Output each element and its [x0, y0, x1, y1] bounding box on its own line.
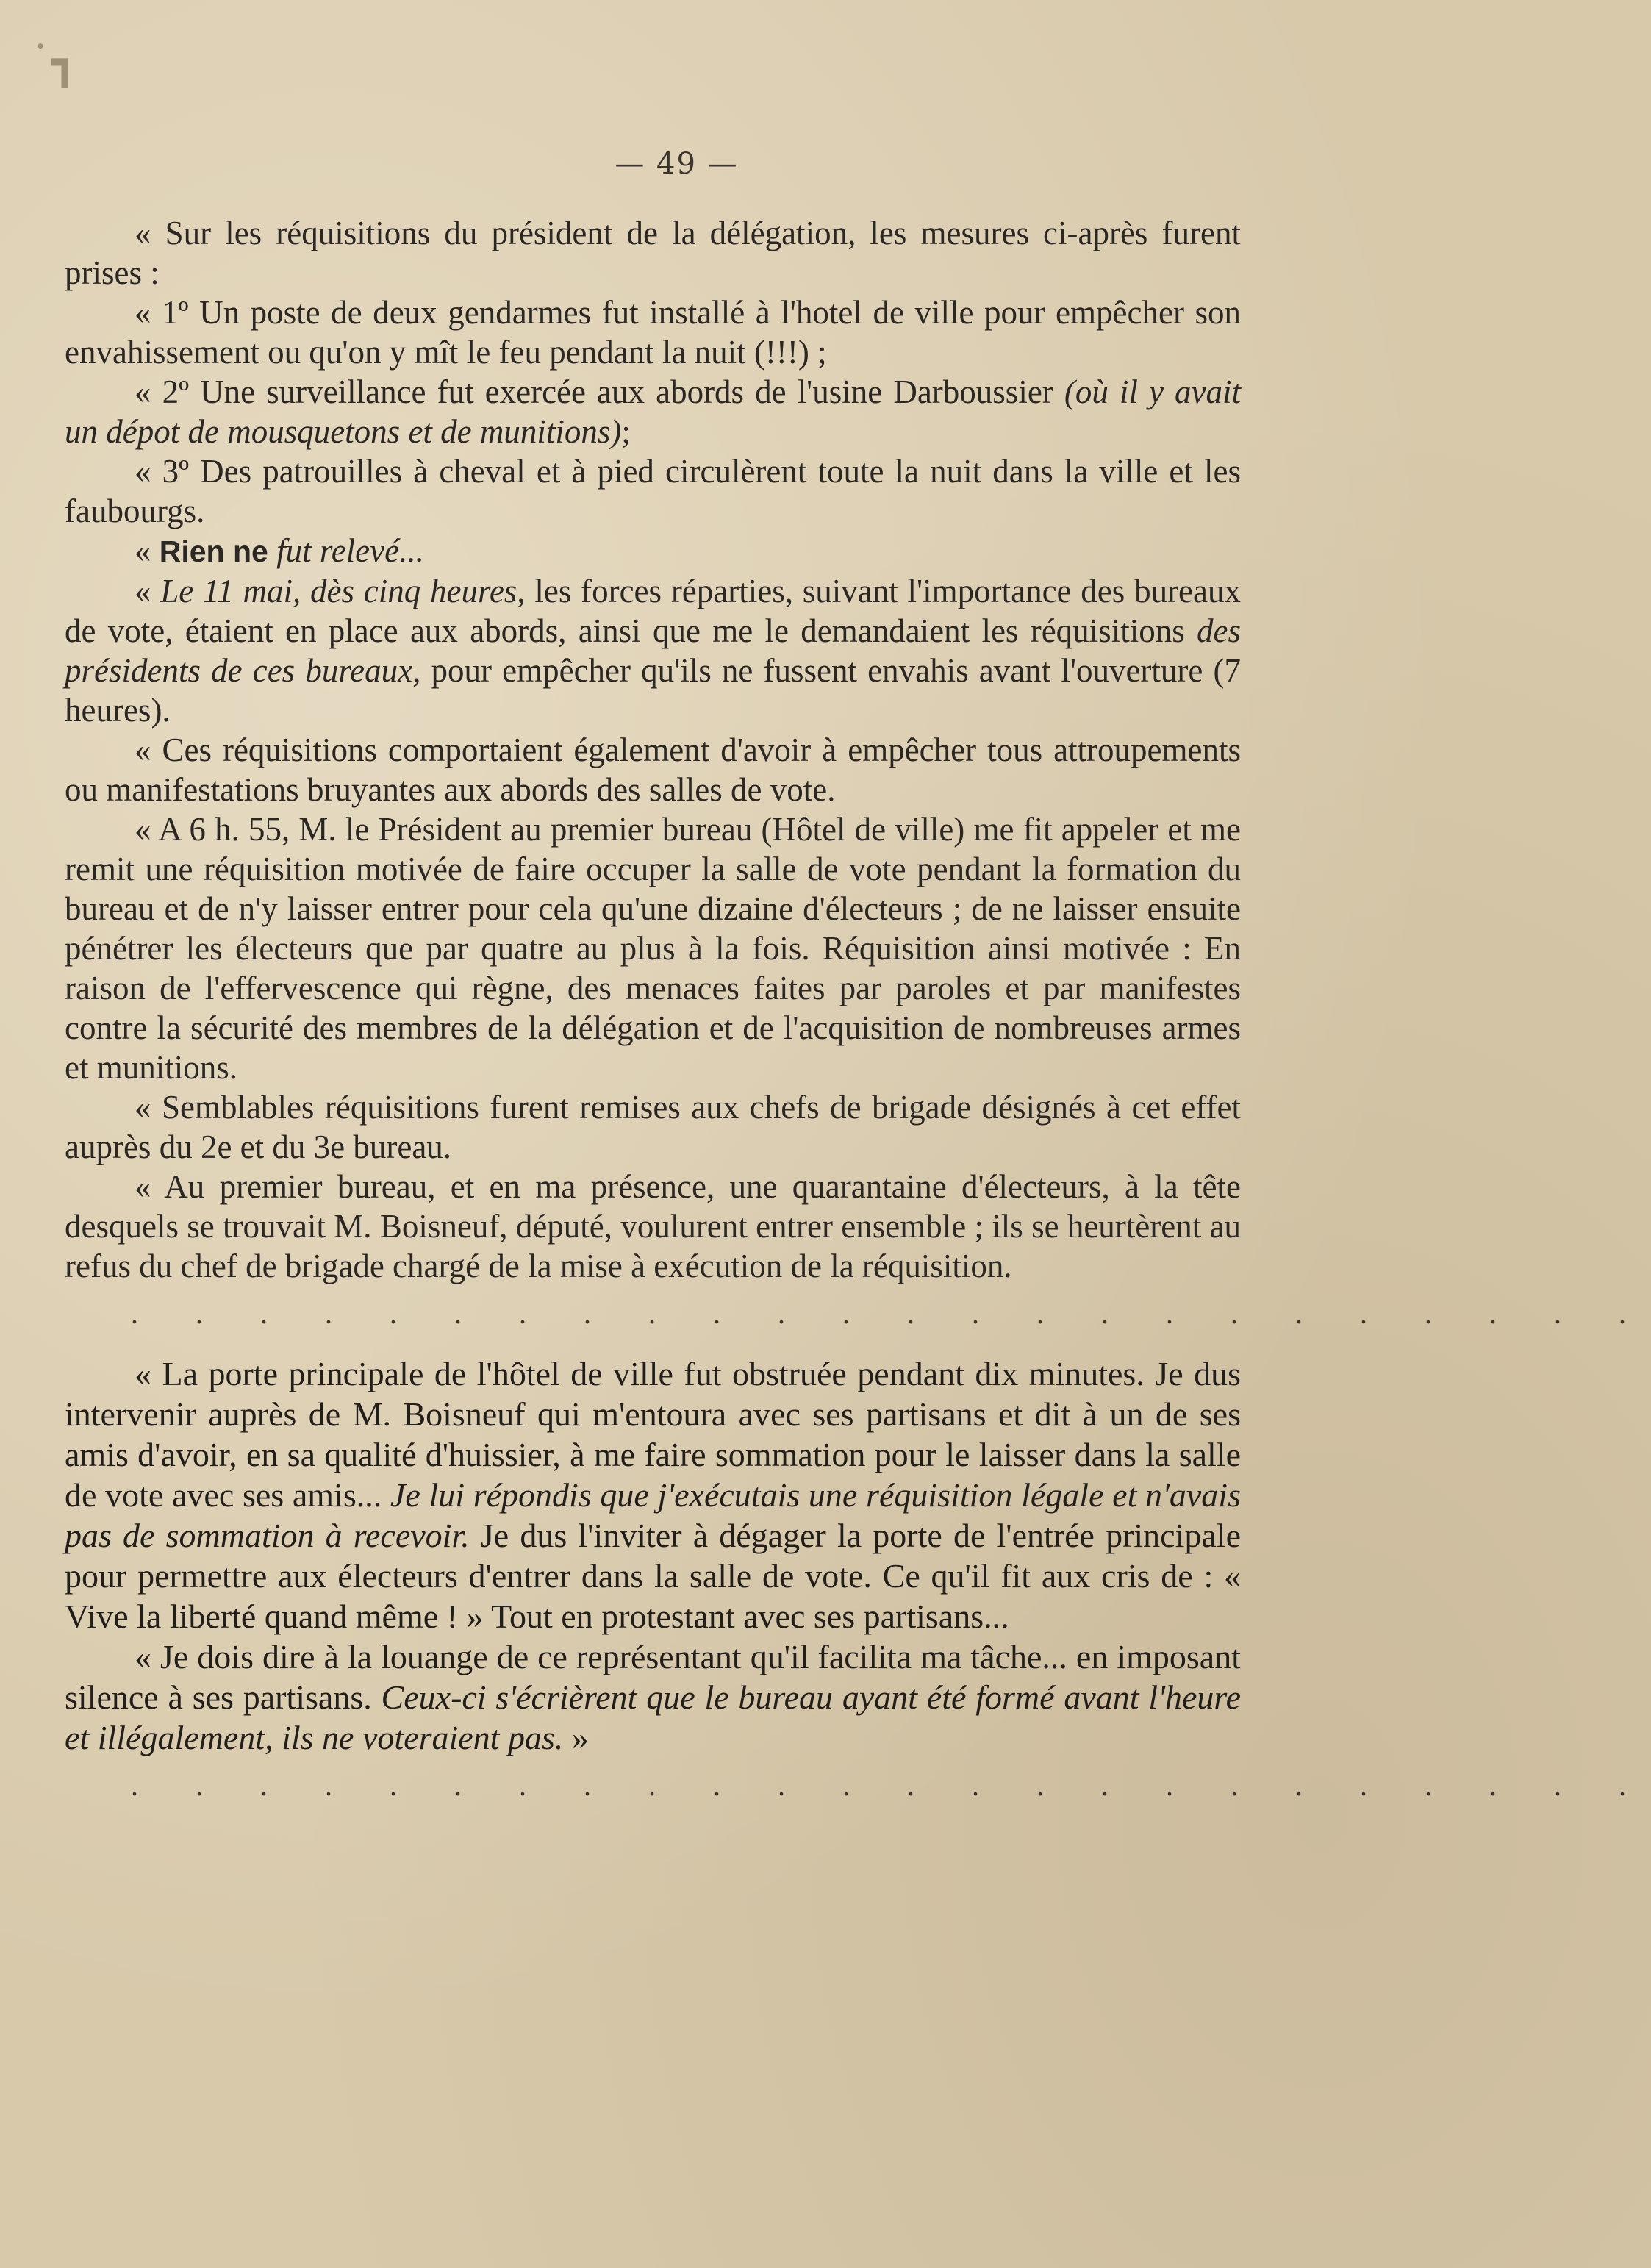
- ellipsis-separator: . . . . . . . . . . . . . . . . . . . . . . . .: [131, 1297, 1651, 1330]
- paragraph-requisitions-intro: « Sur les réquisitions du président de la délégation, les mesures ci-après furent prises :: [65, 215, 1241, 291]
- paragraph-gendarmes: « 1º Un poste de deux gendarmes fut installé à l'hotel de ville pour empêcher son envahissement ou qu'on y mît le feu pendant la nuit (!!!) ;: [65, 294, 1241, 371]
- body-text: [65, 213, 1651, 1825]
- italic-refusal-to-vote: Ceux-ci s'écrièrent que le bureau ayant été formé avant l'heure et illégalement, ils ne voteraient pas.: [65, 1678, 1241, 1756]
- italic-date: Le 11 mai, dès cinq heures: [160, 573, 517, 609]
- page-number: — 49 —: [615, 147, 739, 181]
- italic-note-munitions: (où il y avait un dépot de mousquetons et de munitions): [65, 373, 1241, 450]
- paragraph-first-bureau-order: « A 6 h. 55, M. le Président au premier bureau (Hôtel de ville) me fit appeler et me remit une réquisition motivée de faire occuper la salle de vote pendant la formation du bureau et de n'y laisser entrer pour cela qu'une dizaine d'électeurs ; de ne laisser ensuite pénétrer les électeurs que par quatre au plus à la fois. Réquisition ainsi motivée : En raison de l'effervescence qui règne, des menaces faites par paroles et par manifestes contre la sécurité des membres de la délégation et de l'acquisition de nombreuses armes et munitions.: [65, 811, 1241, 1086]
- paragraph-patrols: « 3º Des patrouilles à cheval et à pied circulèrent toute la nuit dans la ville et les faubourgs.: [65, 453, 1241, 529]
- italic-reply: Je lui répondis que j'exécutais une réquisition légale et n'avais pas de sommation à recevoir.: [65, 1476, 1241, 1554]
- corner-ink-mark: ˙┓: [29, 37, 79, 88]
- paragraph-similar-requisitions: « Semblables réquisitions furent remises aux chefs de brigade désignés à cet effet auprès du 2e et du 3e bureau.: [65, 1089, 1241, 1165]
- paragraph-nothing-noted: « Rien ne fut relevé...: [135, 532, 424, 569]
- bold-phrase: Rien ne: [159, 534, 268, 568]
- paragraph-boisneuf-refused: « Au premier bureau, et en ma présence, une quarantaine d'électeurs, à la tête desquels se trouvait M. Boisneuf, député, voulurent entrer ensemble ; ils se heurtèrent au refus du chef de brigade chargé de la mise à exécution de la réquisition.: [65, 1168, 1241, 1284]
- paragraph-door-obstructed: « La porte principale de l'hôtel de ville fut obstruée pendant dix minutes. Je dus intervenir auprès de M. Boisneuf qui m'entoura avec ses partisans et dit à un de ses amis d'avoir, en sa qualité d'huissier, à me faire sommation pour le laisser dans la salle de vote avec ses amis... Je lui répondis que j'exécutais une réquisition légale et n'avais pas de sommation à recevoir. Je dus l'inviter à dégager la porte de l'entrée principale pour permettre aux électeurs d'entrer dans la salle de vote. Ce qu'il fit aux cris de : « Vive la liberté quand même ! » Tout en protestant avec ses partisans...: [65, 1355, 1241, 1635]
- paragraph-surveillance: « 2º Une surveillance fut exercée aux abords de l'usine Darboussier (où il y avait un dépot de mousquetons et de munitions);: [65, 373, 1241, 450]
- paragraph-may-11: « Le 11 mai, dès cinq heures, les forces réparties, suivant l'importance des bureaux de vote, étaient en place aux abords, ainsi que me le demandaient les réquisitions des présidents de ces bureaux, pour empêcher qu'ils ne fussent envahis avant l'ouverture (7 heures).: [65, 573, 1242, 729]
- ellipsis-separator: . . . . . . . . . . . . . . . . . . . . . . . .: [131, 1769, 1651, 1802]
- italic-presidents: des présidents de ces bureaux: [65, 612, 1241, 689]
- italic-phrase: fut relevé...: [276, 532, 424, 569]
- paragraph-gatherings: « Ces réquisitions comportaient également d'avoir à empêcher tous attroupements ou manifestations bruyantes aux abords des salles de vote.: [65, 731, 1241, 808]
- paragraph-praise: « Je dois dire à la louange de ce représentant qu'il facilita ma tâche... en imposant silence à ses partisans. Ceux-ci s'écrièrent que le bureau ayant été formé avant l'heure et illégalement, ils ne voteraient pas. »: [65, 1638, 1241, 1756]
